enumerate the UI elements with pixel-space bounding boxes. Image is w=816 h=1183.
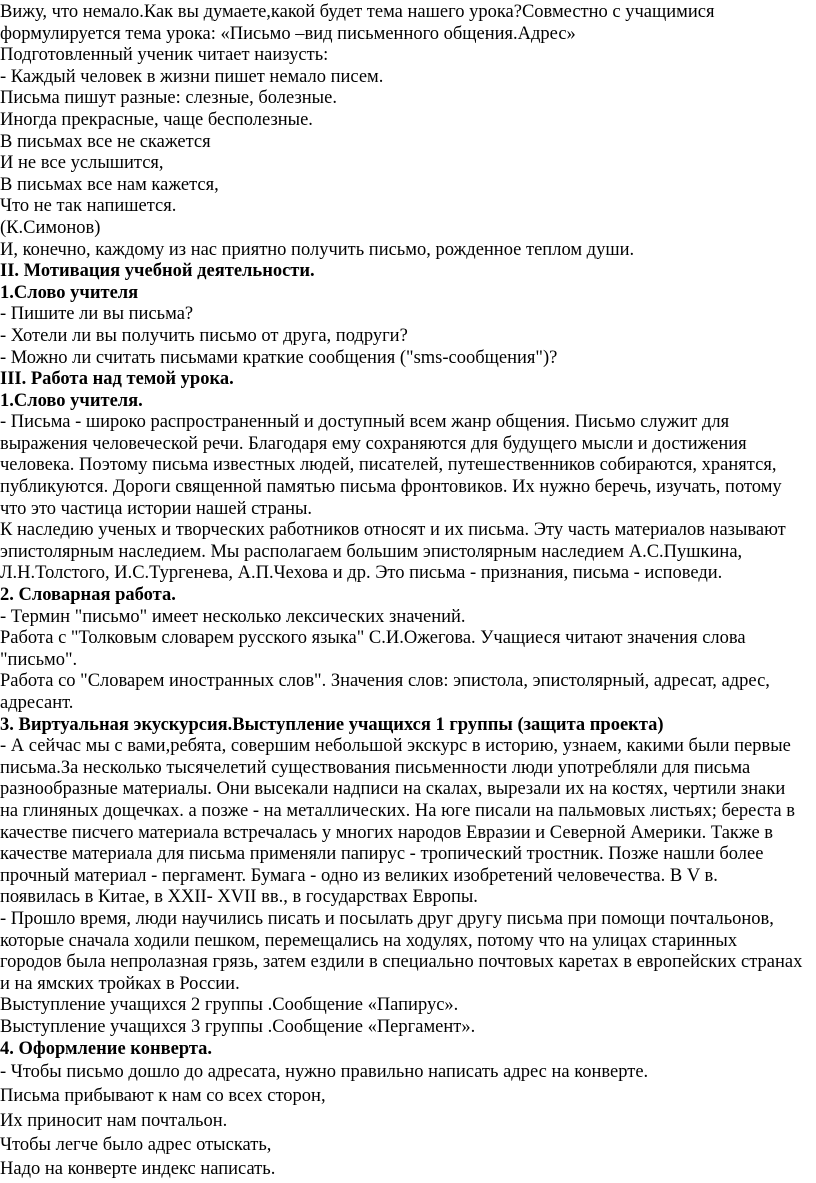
text-line: Их приносит нам почтальон.	[0, 1110, 228, 1131]
text-line: Иногда прекрасные, чаще бесполезные.	[0, 109, 313, 130]
section-heading: 1.Слово учителя	[0, 282, 139, 303]
text-line: публикуются. Дороги священной памятью письма фронтовиков. Их нужно беречь, изучать, потому	[0, 477, 782, 498]
text-line: Работа с "Толковым словарем русского языка" С.И.Ожегова. Учащиеся читают значения слова	[0, 628, 746, 649]
text-line: И не все услышится,	[0, 153, 164, 174]
text-line: Л.Н.Толстого, И.С.Тургенева, А.П.Чехова и др. Это письма - признания, письма - исповеди.	[0, 563, 723, 584]
text-line: - Прошло время, люди научились писать и посылать друг другу письма при помощи почтальонов,	[0, 908, 774, 929]
text-line: (К.Симонов)	[0, 217, 101, 238]
text-line: В письмах все не скажется	[0, 131, 211, 152]
text-line: выражения человеческой речи. Благодаря ему сохраняются для будущего мысли и достижения	[0, 433, 747, 454]
section-heading: II. Мотивация учебной деятельности.	[0, 261, 315, 282]
text-line: - А сейчас мы с вами,ребята, совершим небольшой экскурс в историю, узнаем, какими были первые	[0, 736, 791, 757]
text-line: эпистолярным наследием. Мы располагаем большим эпистолярным наследием А.С.Пушкина,	[0, 541, 743, 562]
section-heading: 4. Оформление конверта.	[0, 1038, 213, 1059]
text-line: Выступление учащихся 2 группы .Сообщение «Папирус».	[0, 995, 459, 1016]
text-line: Письма пишут разные: слезные, болезные.	[0, 88, 337, 109]
text-line: прочный материал - пергамент. Бумага - одно из великих изобретений человечества. В V в.	[0, 865, 718, 886]
text-line: - Каждый человек в жизни пишет немало писем.	[0, 66, 384, 87]
text-line: Что не так напишется.	[0, 196, 177, 217]
text-line: что это частица истории нашей страны.	[0, 498, 313, 519]
text-line: И, конечно, каждому из нас приятно получить письмо, рожденное теплом души.	[0, 239, 635, 260]
text-line: адресант.	[0, 693, 74, 713]
document-body	[0, 2, 802, 1182]
text-line: на глиняных дощечках. а позже - на металлических. На юге писали на пальмовых листьях; береста в	[0, 800, 795, 821]
section-heading: 2. Словарная работа.	[0, 585, 176, 606]
text-line: - Хотели ли вы получить письмо от друга, подруги?	[0, 325, 408, 346]
text-line: В письмах все нам кажется,	[0, 174, 219, 195]
section-heading: 3. Виртуальная экускурсия.Выступление учащихся 1 группы (защита проекта)	[0, 714, 664, 735]
text-line: "письмо".	[0, 649, 78, 670]
text-line: которые сначала ходили пешком, перемещались на ходулях, потому что на улицах старинных	[0, 930, 738, 951]
text-line: человека. Поэтому письма известных людей, писателей, путешественников собираются, хранятся,	[0, 455, 777, 476]
text-line: - Письма - широко распространенный и доступный всем жанр общения. Письмо служит для	[0, 412, 730, 433]
text-line: появилась в Китае, в XXII- XVII вв., в государствах Европы.	[0, 887, 478, 908]
text-line: городов была непролазная грязь, затем ездили в специально почтовых каретах в европейских странах	[0, 952, 803, 973]
text-line: - Пишите ли вы письма?	[0, 304, 194, 325]
text-line: Вижу, что немало.Как вы думаете,какой будет тема нашего урока?Совместно с учащимися	[0, 2, 715, 22]
text-line: Подготовленный ученик читает наизусть:	[0, 45, 329, 66]
text-line: Чтобы легче было адрес отыскать,	[0, 1134, 272, 1155]
text-line: качестве материала для письма применяли папирус - тропический тростник. Позже нашли более	[0, 844, 764, 865]
text-line: и на ямских тройках в России.	[0, 973, 240, 994]
text-line: формулируется тема урока: «Письмо –вид письменного общения.Адрес»	[0, 23, 576, 44]
text-line: К наследию ученых и творческих работников относят и их письма. Эту часть материалов называют	[0, 520, 786, 541]
text-line: - Можно ли считать письмами краткие сообщения ("sms-сообщения")?	[0, 347, 558, 368]
text-line: разнообразные материалы. Они высекали надписи на скалах, вырезали их на костях, чертили знаки	[0, 779, 786, 800]
text-line: качестве писчего материала встречалась у многих народов Евразии и Северной Америки. Также в	[0, 822, 774, 843]
text-line: Работа со "Словарем иностранных слов". Значения слов: эпистола, эпистолярный, адресат, адрес,	[0, 671, 770, 692]
section-heading: 1.Слово учителя.	[0, 390, 143, 411]
text-line: Выступление учащихся 3 группы .Сообщение «Пергамент».	[0, 1016, 476, 1037]
text-line: - Термин "письмо" имеет несколько лексических значений.	[0, 606, 466, 627]
text-line: Надо на конверте индекс написать.	[0, 1159, 276, 1180]
section-heading: III. Работа над темой урока.	[0, 369, 234, 390]
text-line: Письма прибывают к нам со всех сторон,	[0, 1086, 326, 1107]
text-line: письма.За несколько тысячелетий существования письменности люди употребляли для письма	[0, 757, 751, 778]
text-line: - Чтобы письмо дошло до адресата, нужно правильно написать адрес на конверте.	[0, 1062, 649, 1083]
